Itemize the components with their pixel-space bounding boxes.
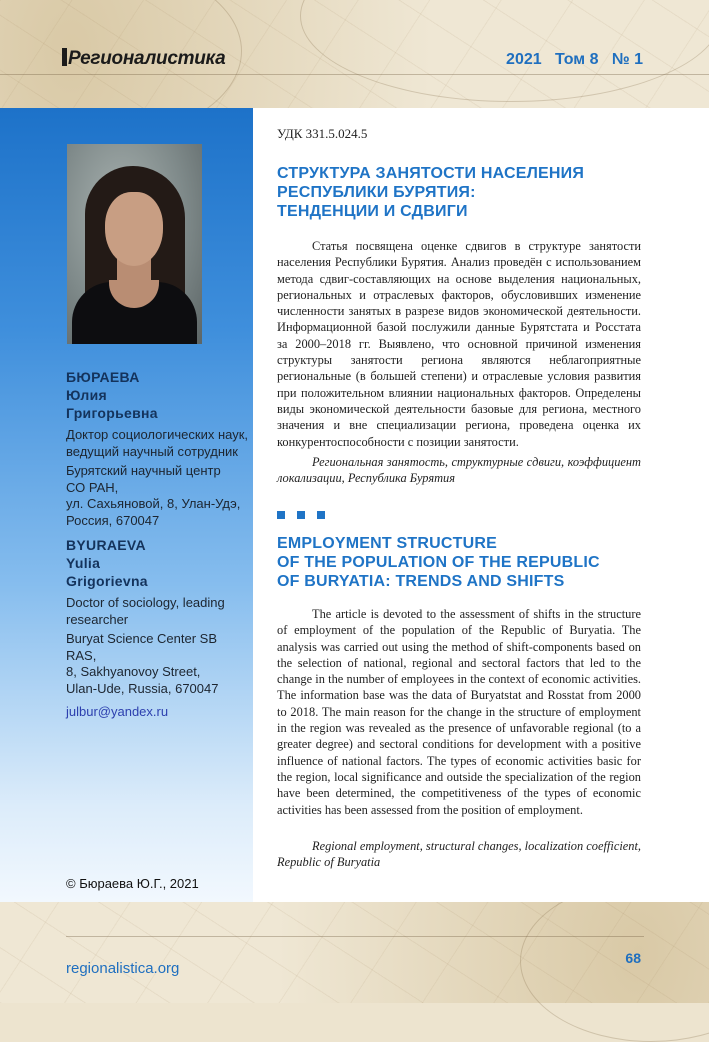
keywords-en: Regional employment, structural changes, localization coefficient, Republic of Buryatia <box>277 839 641 870</box>
journal-logo-text: Регионалистика <box>68 48 226 69</box>
page-number: 68 <box>625 950 641 966</box>
website-link[interactable]: regionalistica.org <box>66 960 180 977</box>
author-ru-surname: БЮРАЕВА <box>66 369 140 385</box>
author-ru-organization: Бурятский научный центр СО РАН, <box>66 463 221 495</box>
abstract-ru: Статья посвящена оценке сдвигов в структуре занятости населения Республики Бурятия. Анализ проведён с использованием метода сдвиг-составляющих на основе выделения национальных, региональных и отраслевых факторов, обусловивших изменение численности занятых в разрезе видов экономической деятельности. Информационной базой послужили данные Бурятстата и Росстата за 2000–2018 гг. Выявлено, что основной причиной изменения структуры занятости региона являются неблагоприятные региональные (в большей степени) и отраслевые условия развития при положительном влиянии национальных факторов. Определены виды экономической деятельности базовые для региона, местного значения и вне специализации региона, проведена оценка их конкурентоспособности с позиции занятости. <box>277 239 641 449</box>
udc-code: УДК 331.5.024.5 <box>277 126 368 141</box>
title-en-line: EMPLOYMENT STRUCTURE <box>277 535 497 552</box>
author-ru-name: Юлия <box>66 387 107 403</box>
author-en-name: Yulia <box>66 555 101 571</box>
logo-mark-icon <box>62 48 67 66</box>
keywords-ru: Региональная занятость, структурные сдвиги, коэффициент локализации, Республика Бурятия <box>277 455 641 486</box>
author-email-link[interactable]: julbur@yandex.ru <box>66 704 169 719</box>
author-ru-address: ул. Сахьяновой, 8, Улан-Удэ, Россия, 670047 <box>66 496 241 528</box>
title-ru-line: ТЕНДЕНЦИИ И СДВИГИ <box>277 203 468 220</box>
author-en-address: 8, Sakhyanovoy Street, Ulan-Ude, Russia, 670047 <box>66 664 219 696</box>
author-en-position: Doctor of sociology, leading researcher <box>66 595 225 627</box>
author-ru-position: Доктор социологических наук, ведущий научный сотрудник <box>66 427 249 459</box>
footer-divider <box>66 936 644 937</box>
title-ru <box>277 164 657 221</box>
abstract-en: The article is devoted to the assessment of shifts in the structure of employment of the population of the Republic of Buryatia. The analysis was carried out using the method of shift-components based on the selection of national, regional and sectoral factors that led to the change in the number of employees in the context of economic activities. The information base was the data of Buryatstat and Rosstat from 2000 to 2018. The main reason for the change in the structure of employment in the region was revealed as the presence of unfavorable regional (to a greater degree) and sectoral conditions for development with a positive influence of national factors. The types of economic activities basic for the region, local significance and outside the specialization of the region have been determined, the competitiveness of the types of economic activities has been assessed from the position of employment. <box>277 607 641 817</box>
author-en-surname: BYURAEVA <box>66 537 146 553</box>
author-sidebar <box>0 108 253 902</box>
author-en-organization: Buryat Science Center SB RAS, <box>66 631 218 663</box>
article-column <box>253 108 709 902</box>
title-ru-line: РЕСПУБЛИКИ БУРЯТИЯ: <box>277 184 476 201</box>
author-en-block <box>66 536 249 700</box>
author-photo <box>67 144 202 344</box>
title-en-line: OF BURYATIA: TRENDS AND SHIFTS <box>277 573 565 590</box>
author-ru-patronymic: Григорьевна <box>66 405 158 421</box>
title-ru-line: СТРУКТУРА ЗАНЯТОСТИ НАСЕЛЕНИЯ <box>277 165 585 182</box>
journal-logo <box>62 48 225 70</box>
section-separator <box>277 506 337 524</box>
issue-info: 2021 Том 8 № 1 <box>506 51 643 68</box>
header-divider <box>0 74 709 75</box>
title-en-line: OF THE POPULATION OF THE REPUBLIC <box>277 554 600 571</box>
author-en-patronymic: Grigorievna <box>66 573 148 589</box>
author-ru-block <box>66 368 249 532</box>
title-en <box>277 534 657 591</box>
copyright-notice: © Бюраева Ю.Г., 2021 <box>66 876 199 891</box>
